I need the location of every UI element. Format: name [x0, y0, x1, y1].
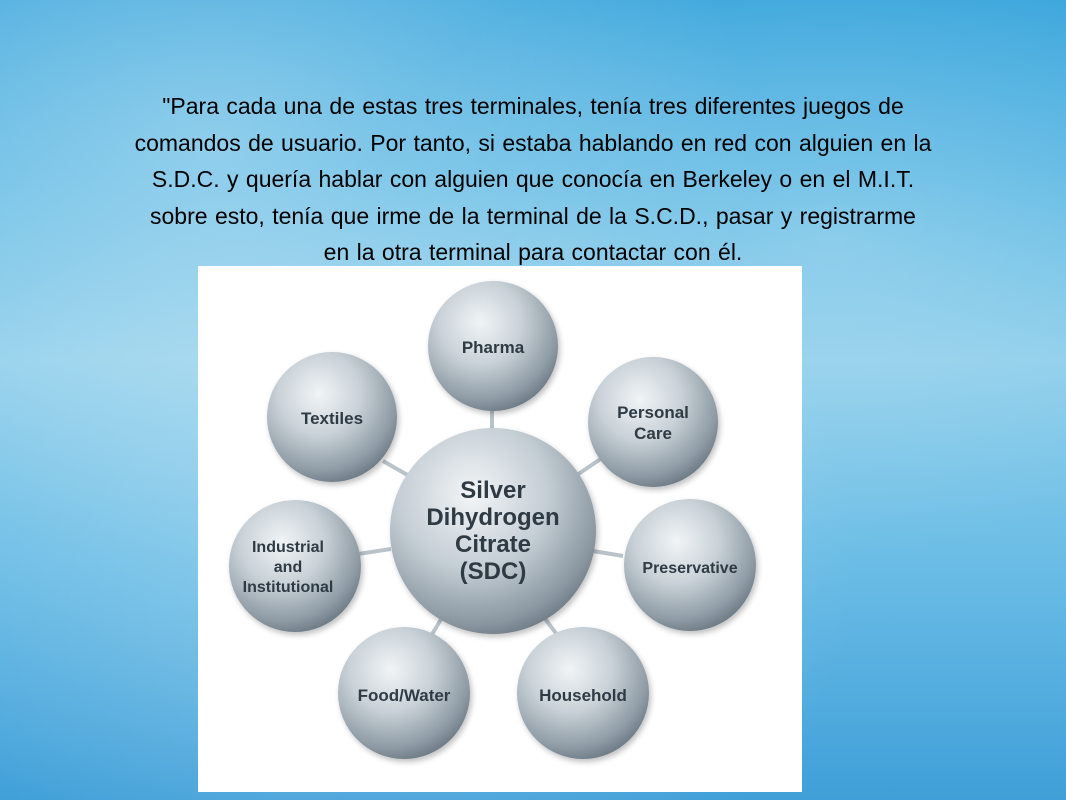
node-label: Industrial [251, 539, 325, 556]
node-label: Textiles [300, 409, 364, 428]
node-label: Household [539, 686, 627, 705]
connector-industrial [358, 549, 391, 554]
quote-line: "Para cada una de estas tres terminales, tenía tres diferentes juegos de [162, 93, 904, 119]
node-food-water [338, 627, 470, 759]
center-label: Silver [460, 477, 526, 504]
node-industrial [229, 500, 361, 632]
center-label: (SDC) [459, 558, 527, 585]
node-label: Personal [617, 403, 689, 422]
node-label: Food/Water [357, 686, 451, 705]
node-label: Institutional [242, 579, 334, 596]
center-label: Dihydrogen [426, 504, 560, 531]
node-household [517, 627, 649, 759]
connector-preservative [593, 551, 623, 556]
sdc-applications-diagram [198, 266, 802, 792]
node-label: Care [634, 424, 672, 443]
center-label: Citrate [454, 531, 532, 558]
quote-text [20, 88, 1046, 271]
quote-line: sobre esto, tenía que irme de la terminal de la S.C.D., pasar y registrarme [150, 202, 916, 229]
node-personal-care [588, 357, 718, 487]
node-label: Pharma [461, 338, 525, 357]
node-preservative [624, 499, 756, 631]
node-label: Preservative [642, 560, 738, 577]
quote-line: comandos de usuario. Por tanto, si estaba hablando en red con alguien en la [134, 129, 932, 156]
node-label: and [273, 559, 303, 576]
diagram-svg [198, 266, 802, 792]
center-node [390, 428, 596, 634]
node-pharma [428, 281, 558, 411]
quote-line: en la otra terminal para contactar con él. [323, 239, 743, 265]
node-textiles [267, 352, 397, 482]
quote-line: S.D.C. y quería hablar con alguien que conocía en Berkeley o en el M.I.T. [151, 166, 915, 192]
